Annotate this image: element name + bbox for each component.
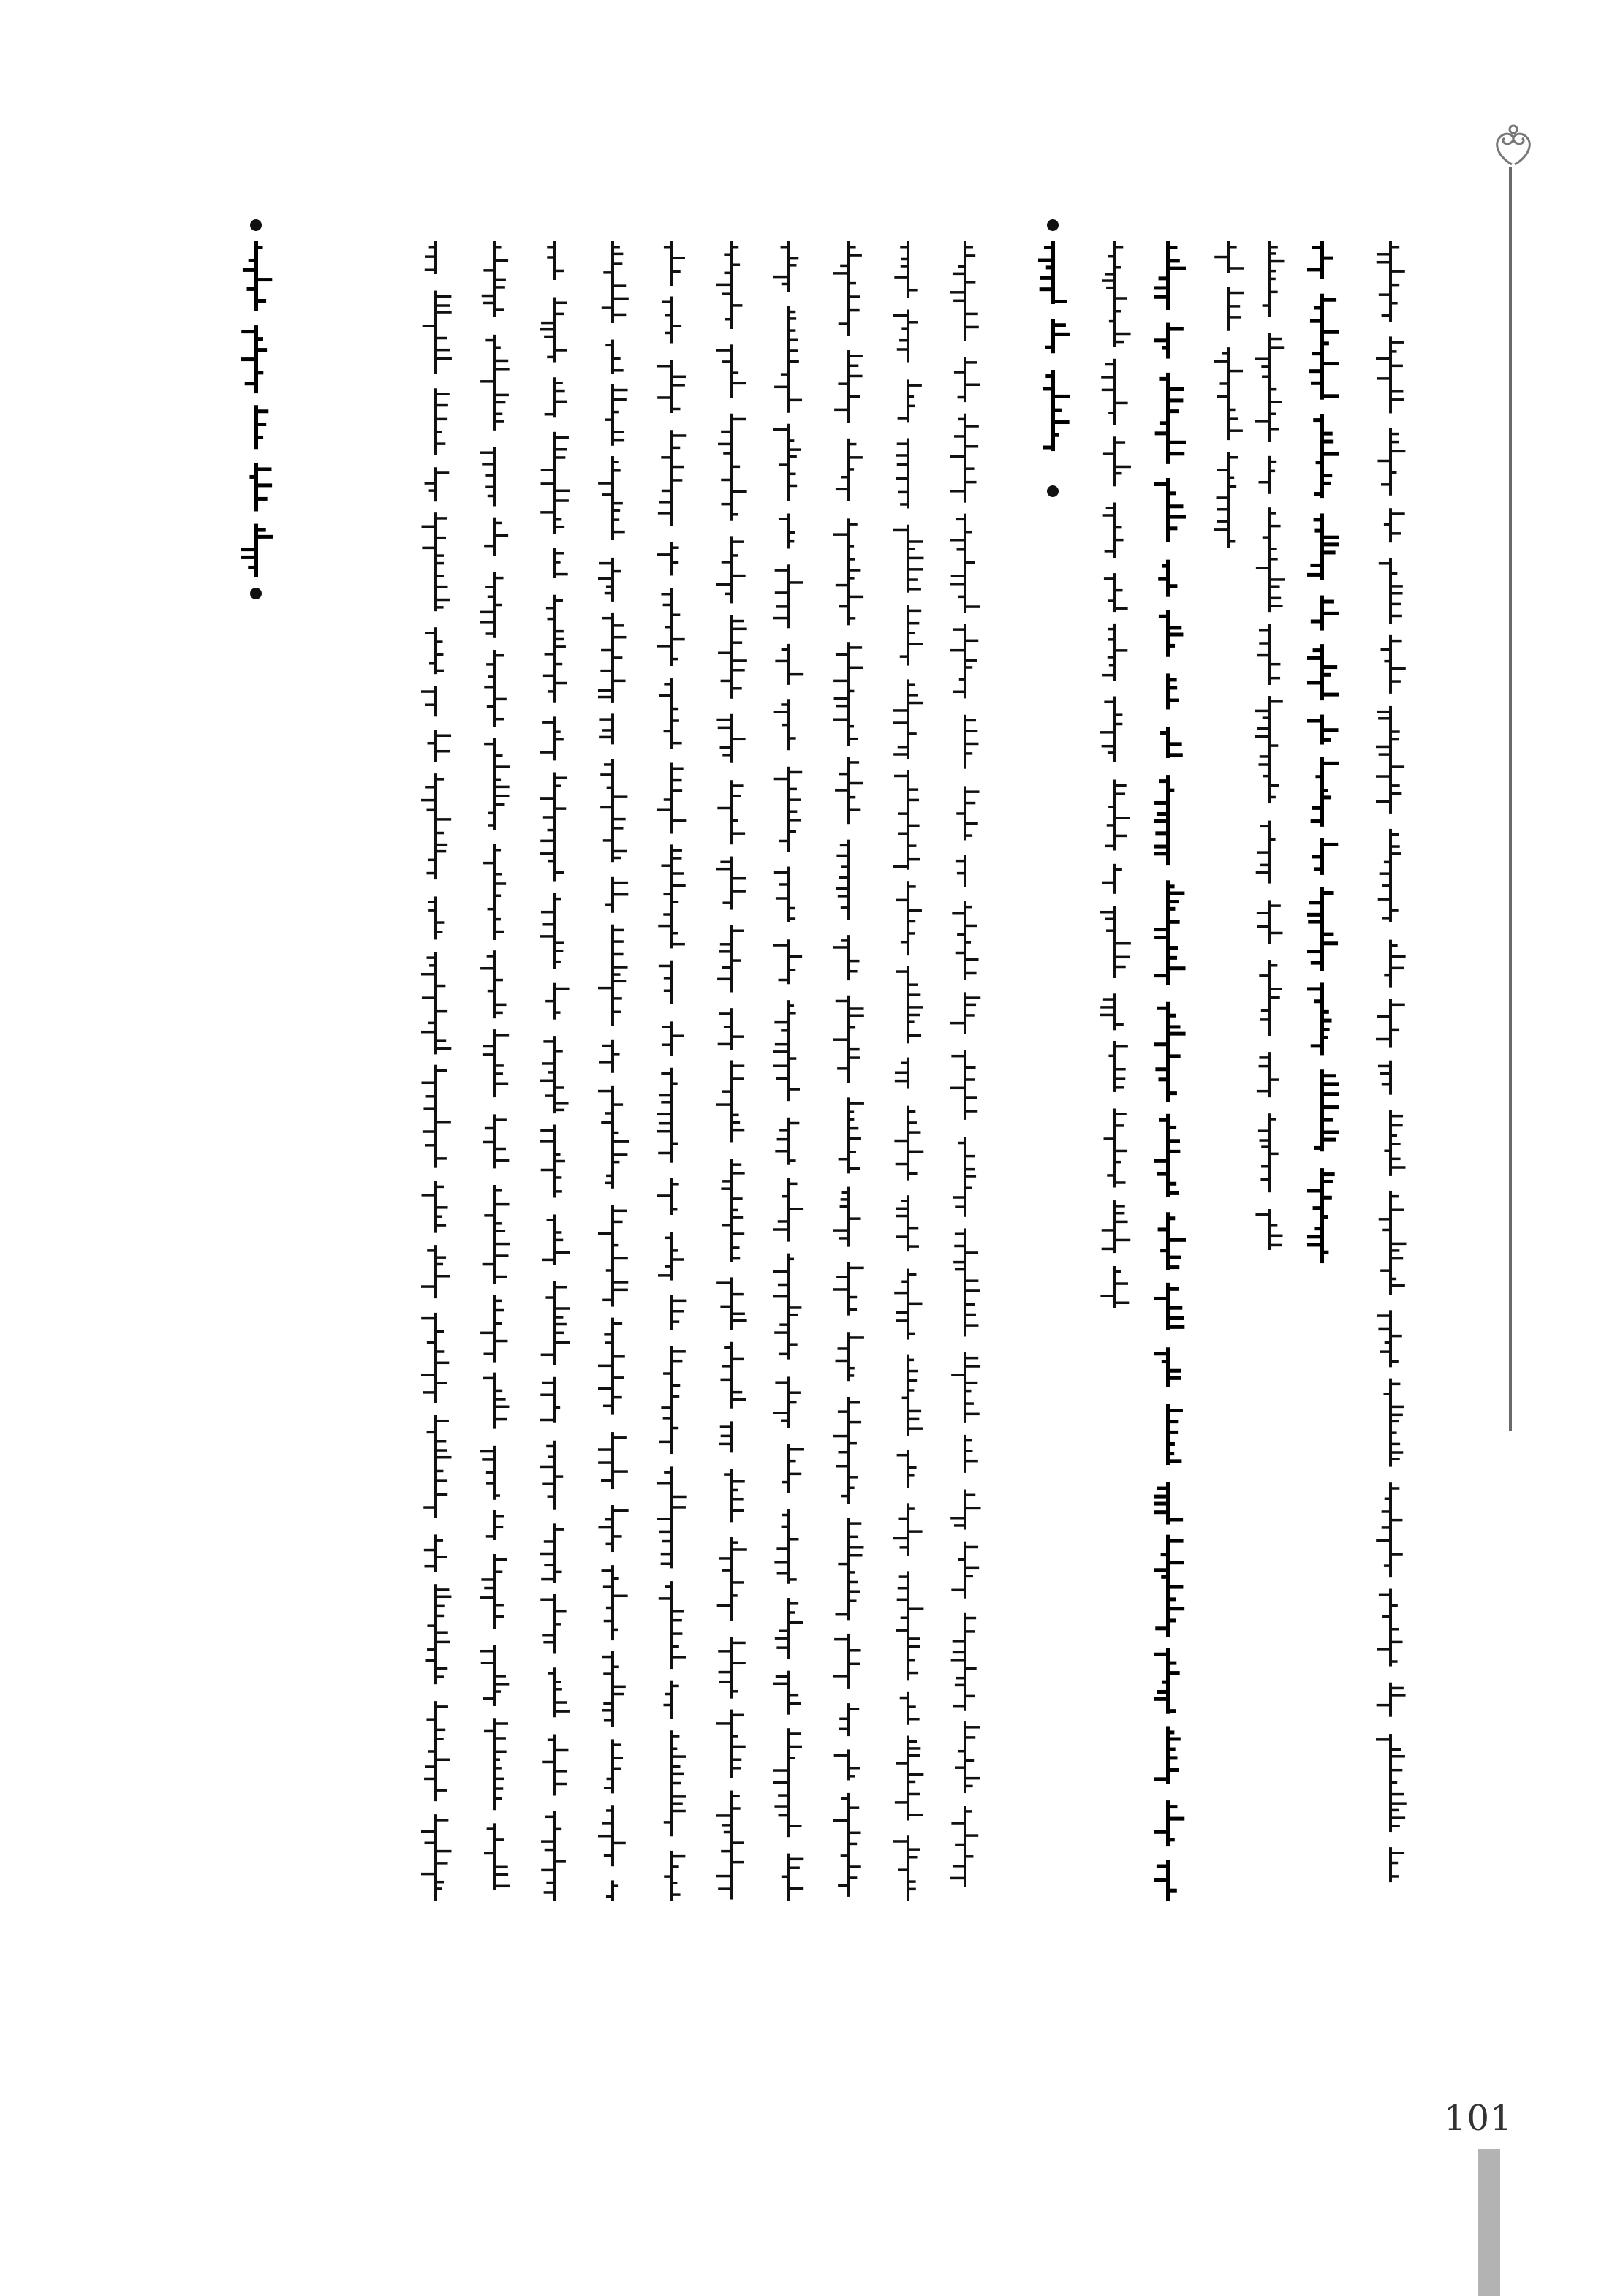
text-column — [1100, 241, 1132, 1308]
paragraph-text — [1255, 241, 1287, 1250]
paragraph-text — [773, 241, 806, 1901]
text-column — [773, 241, 806, 1901]
heading-bullet-icon — [1047, 485, 1059, 497]
paragraph-text — [833, 241, 866, 1901]
text-column — [421, 241, 453, 1901]
text-column — [950, 241, 983, 1901]
paragraph-text — [421, 241, 453, 1901]
paragraph-text — [1100, 241, 1132, 1308]
paragraph-text — [1376, 241, 1408, 1901]
text-column — [480, 241, 512, 1901]
text-column — [540, 241, 572, 1901]
paragraph-text — [1154, 241, 1186, 1901]
paragraph-text — [1214, 241, 1246, 548]
paragraph-text — [893, 241, 926, 1901]
heading-bullet-icon — [1047, 219, 1059, 231]
text-column — [893, 241, 926, 1901]
paragraph-text — [716, 241, 749, 1901]
heading-bullet-icon — [250, 588, 262, 599]
text-column — [1376, 241, 1408, 1901]
section-heading — [1038, 241, 1070, 475]
paragraph-text — [598, 241, 630, 1901]
text-column — [716, 241, 749, 1901]
text-column — [598, 241, 630, 1901]
page-edge-tab — [1478, 2149, 1500, 2296]
paragraph-text — [657, 241, 689, 1901]
text-column — [657, 241, 689, 1901]
section-heading — [241, 241, 273, 577]
heading-bullet-icon — [250, 219, 262, 231]
heading-text — [1038, 241, 1070, 475]
text-column — [1307, 241, 1339, 1265]
text-column — [833, 241, 866, 1901]
paragraph-text — [540, 241, 572, 1901]
paragraph-text — [950, 241, 983, 1901]
paragraph-text — [480, 241, 512, 1901]
paragraph-text — [1307, 241, 1339, 1265]
text-column — [1154, 241, 1186, 1901]
text-column — [1255, 241, 1287, 1250]
page-number: 101 — [1444, 2098, 1513, 2139]
text-column — [1214, 241, 1246, 548]
heading-text — [241, 241, 273, 577]
